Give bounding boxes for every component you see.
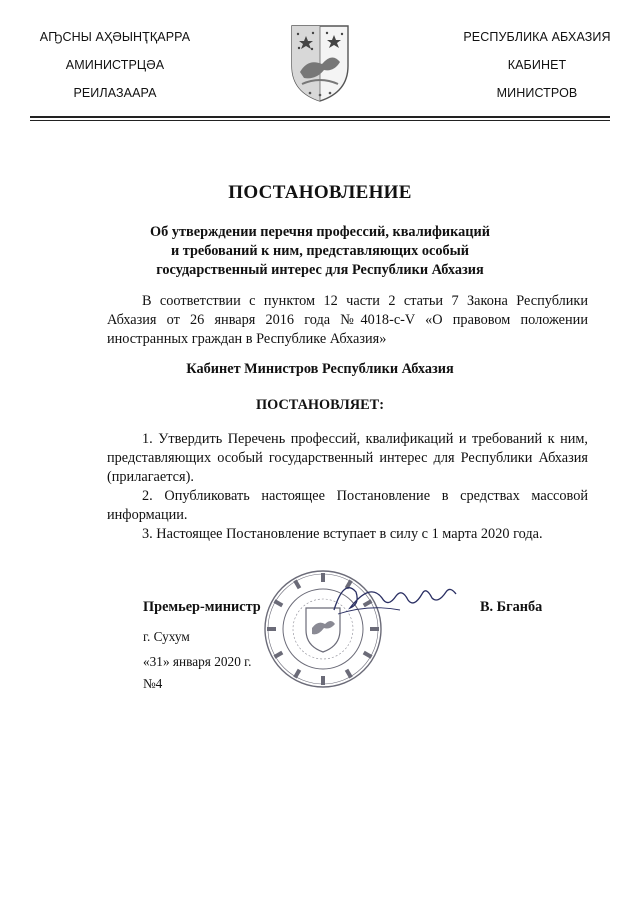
header-rule-thick [30,116,610,118]
decree-word: ПОСТАНОВЛЯЕТ: [256,397,384,413]
coat-of-arms-emblem [288,22,352,104]
issuing-authority: Кабинет Министров Республики Абхазия [186,361,454,377]
header-rule-thin [30,120,610,121]
date-of-signing: «31» января 2020 г. [143,654,252,669]
header-right-line-3: МИНИСТРОВ [496,86,578,100]
subject-line-2: и требований к ним, представляющих особый [170,243,470,259]
preamble-paragraph: В соответствии с пунктом 12 части 2 статьи 7 Закона Республики Абхазия от 26 января 2016 года №4018-с-V «О правовом положении иностранных граждан в Республике Абхазия» [107,293,588,347]
document-title: ПОСТАНОВЛЕНИЕ [228,182,412,203]
handwritten-signature [330,574,460,626]
place-of-signing: г. Сухум [143,629,190,644]
signatory-name: В. Бганба [480,599,543,615]
header-left-line-1: АҦСНЫ АҲӘЫНҬҚАРРА [39,30,191,44]
header-right-line-2: КАБИНЕТ [507,58,567,72]
header-left-line-2: АМИНИСТРЦӘА [65,58,165,72]
signatory-position: Премьер-министр [143,599,261,615]
document-number: №4 [143,676,163,691]
decree-item-3: 3. Настоящее Постановление вступает в силу с 1 марта 2020 года. [142,526,543,542]
header-right-line-1: РЕСПУБЛИКА АБХАЗИЯ [463,30,611,44]
document-subject [60,223,580,280]
header-left-line-3: РЕИЛАЗААРА [73,86,157,100]
subject-line-3: государственный интерес для Республики Абхазия [156,262,484,278]
subject-line-1: Об утверждении перечня профессий, квалификаций [150,224,490,240]
decree-item-2: 2. Опубликовать настоящее Постановление в средствах массовой информации. [107,488,588,523]
decree-item-1: 1. Утвердить Перечень профессий, квалификаций и требований к ним, представляющих особый государственный интерес для Республики Абхазия (прилагается). [107,431,588,485]
